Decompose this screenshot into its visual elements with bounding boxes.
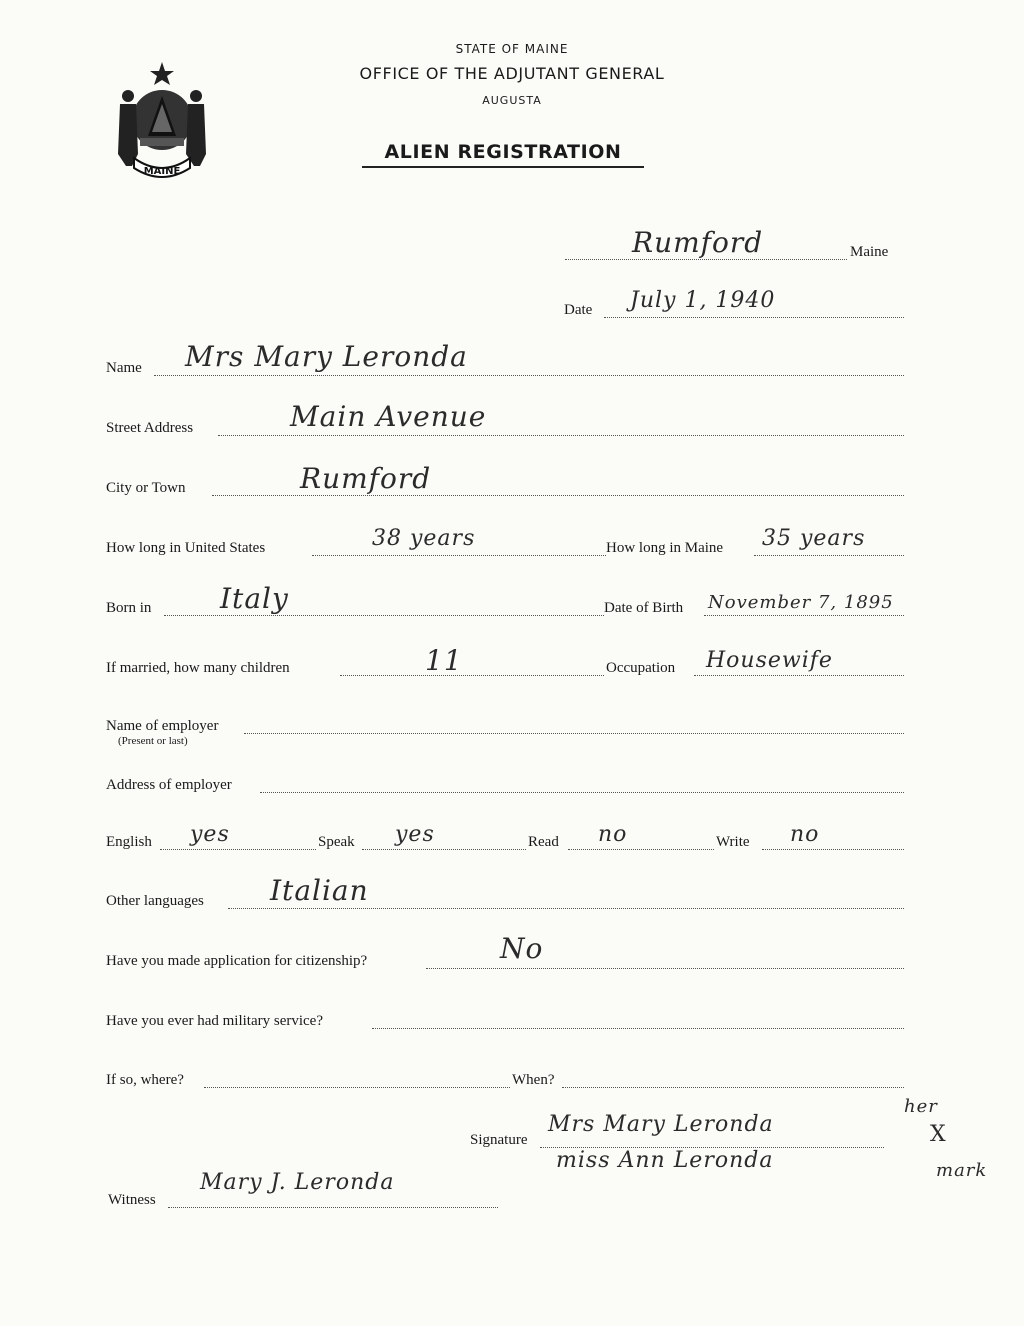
other-languages-label: Other languages — [106, 893, 204, 909]
how-long-maine-value[interactable]: 35 years — [762, 526, 866, 551]
read-label: Read — [528, 834, 559, 850]
street-address-value[interactable]: Main Avenue — [290, 400, 487, 433]
how-long-us-dotted-line — [312, 555, 606, 556]
signature-line2[interactable]: miss Ann Leronda — [556, 1148, 774, 1173]
english-label: English — [106, 834, 152, 850]
when-field[interactable] — [562, 1087, 904, 1088]
occupation-value[interactable]: Housewife — [706, 648, 833, 673]
write-value[interactable]: no — [790, 822, 820, 847]
military-label: Have you ever had military service? — [106, 1013, 323, 1029]
children-value[interactable]: 11 — [425, 644, 463, 677]
other-languages-value[interactable]: Italian — [270, 874, 369, 907]
date-value[interactable]: July 1, 1940 — [630, 288, 776, 313]
employer-address-field[interactable] — [260, 792, 904, 793]
signature-mark-mark: mark — [936, 1160, 988, 1181]
other-languages-dotted-line — [228, 908, 904, 909]
town-state-label: Maine — [850, 244, 889, 260]
when-label: When? — [512, 1072, 555, 1088]
name-value[interactable]: Mrs Mary Leronda — [185, 340, 468, 373]
english-value[interactable]: yes — [190, 822, 230, 847]
signature-mark-her: her — [904, 1096, 938, 1117]
english-dotted-line — [160, 849, 316, 850]
city-value[interactable]: Rumford — [300, 462, 432, 495]
state-of-maine-seal-icon — [106, 54, 218, 182]
write-dotted-line — [762, 849, 904, 850]
date-of-birth-value[interactable]: November 7, 1895 — [708, 592, 894, 613]
employer-name-field[interactable] — [244, 733, 904, 734]
witness-dotted-line — [168, 1207, 498, 1208]
citizenship-value[interactable]: No — [500, 932, 544, 965]
date-label: Date — [564, 302, 593, 318]
citizenship-label: Have you made application for citizenship? — [106, 953, 368, 969]
date-dotted-line — [604, 317, 904, 318]
header-office: OFFICE OF THE ADJUTANT GENERAL — [359, 64, 665, 83]
witness-value[interactable]: Mary J. Leronda — [200, 1170, 395, 1195]
speak-label: Speak — [318, 834, 355, 850]
occupation-label: Occupation — [606, 660, 676, 676]
employer-address-label: Address of employer — [106, 777, 232, 793]
speak-value[interactable]: yes — [395, 822, 435, 847]
date-of-birth-dotted-line — [704, 615, 904, 616]
where-label: If so, where? — [106, 1072, 184, 1088]
witness-label: Witness — [108, 1192, 156, 1208]
header-city: AUGUSTA — [482, 94, 542, 107]
signature-label: Signature — [470, 1132, 528, 1148]
speak-dotted-line — [362, 849, 526, 850]
born-in-value[interactable]: Italy — [220, 582, 289, 615]
how-long-us-label: How long in United States — [106, 540, 266, 556]
street-address-dotted-line — [218, 435, 904, 436]
how-long-maine-dotted-line — [754, 555, 904, 556]
town-dotted-line — [565, 259, 847, 260]
signature-line1[interactable]: Mrs Mary Leronda — [548, 1112, 774, 1137]
city-dotted-line — [212, 495, 904, 496]
write-label: Write — [716, 834, 750, 850]
name-label: Name — [106, 360, 142, 376]
military-field[interactable] — [372, 1028, 904, 1029]
born-in-dotted-line — [164, 615, 604, 616]
where-field[interactable] — [204, 1087, 510, 1088]
form-title: ALIEN REGISTRATION — [362, 141, 644, 168]
children-label: If married, how many children — [106, 660, 290, 676]
date-of-birth-label: Date of Birth — [604, 600, 684, 616]
born-in-label: Born in — [106, 600, 152, 616]
city-label: City or Town — [106, 480, 186, 496]
read-dotted-line — [568, 849, 714, 850]
employer-name-sublabel: (Present or last) — [118, 735, 188, 747]
read-value[interactable]: no — [598, 822, 628, 847]
seal-text: MAINE — [143, 166, 181, 177]
town-value[interactable]: Rumford — [632, 226, 764, 259]
signature-mark-x: X — [930, 1122, 947, 1147]
header-state: STATE OF MAINE — [455, 42, 569, 56]
employer-name-label: Name of employer — [106, 718, 219, 734]
children-dotted-line — [340, 675, 604, 676]
citizenship-dotted-line — [426, 968, 904, 969]
name-dotted-line — [154, 375, 904, 376]
street-address-label: Street Address — [106, 420, 194, 436]
how-long-maine-label: How long in Maine — [606, 540, 724, 556]
how-long-us-value[interactable]: 38 years — [372, 526, 476, 551]
occupation-dotted-line — [694, 675, 904, 676]
